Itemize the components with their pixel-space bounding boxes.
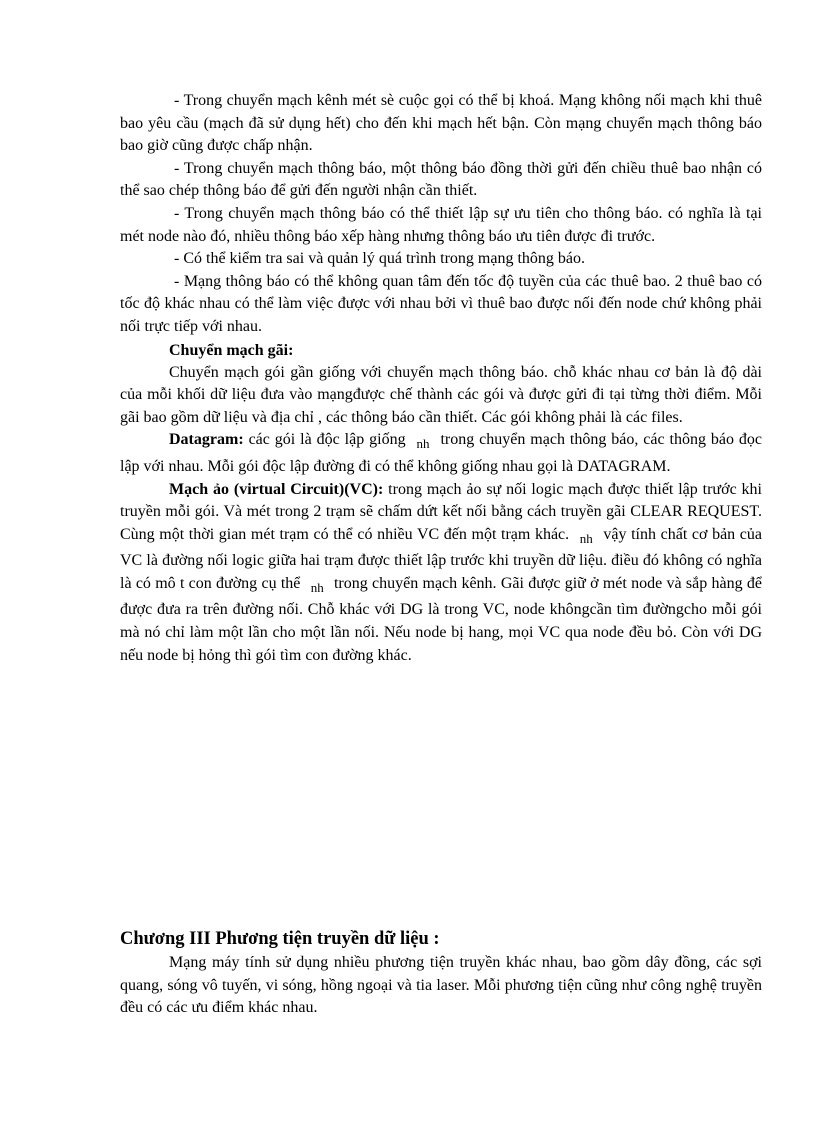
vc-text-1: trong mạch ảo sự nối logic mạch được thiết lập trước khi truyền mỗi gói. Và mét trong 2 trạm sẽ chấm dứt kết nối bằng cách truyền gãi CLEAR REQUEST. Cùng một thời gian mét trạm có thể có nhiều VC đến một trạm khác. [120,480,762,543]
chapter-title: Chương III Phương tiện truyền dữ liệu : [120,929,440,949]
packet-switching-heading: Chuyển mạch gãi: [169,341,294,359]
datagram-paragraph [120,429,762,478]
vc-term-1: Mạch ảo ( [169,480,240,498]
virtual-circuit-paragraph [120,479,762,668]
vc-text-2: vậy tính chất cơ bản của VC là đường nối logic giữa hai trạm được thiết lập trước khi truyền dữ liệu. điều đó không có nghĩa là có mô t con đường cụ thể [120,525,762,592]
vc-text-3: trong chuyển mạch kênh. Gãi được giữ ở mét node và sắp hàng để được đưa ra trên đường nối. Chỗ khác với DG là trong VC, node khôngcần tìm đườngcho mỗi gói mà nó chỉ làm một lần cho một lần nối. Nếu node bị hang, mọi VC qua node đều bỏ. Còn với DG nếu node bị hỏng thì gói tìm con đường khác. [120,574,763,664]
chapter-paragraph: Mạng máy tính sử dụng nhiều phương tiện truyền khác nhau, bao gồm dây đồng, các sợi quang, sóng vô tuyến, vi sóng, hồng ngoại và tia laser. Mỗi phương tiện cũng như công nghệ truyền đều có các ưu điểm khác nhau. [120,954,762,1017]
chapter-section [120,952,762,1020]
paragraph-speed: - Mạng thông báo có thể không quan tâm đến tốc độ tuyền của các thuê bao. 2 thuê bao có tốc độ khác nhau có thể làm việc được với nhau bởi vì thuê bao được nối đến node chứ không phải nối trực tiếp với nhau. [120,272,762,335]
vc-term-3: )(VC): [338,480,384,498]
vc-term-2: virtual Circuit [239,480,339,498]
datagram-term: Datagram: [169,431,244,449]
paragraph-broadcast: - Trong chuyển mạch thông báo, một thông báo đồng thời gửi đến chiều thuê bao nhận có thể sao chép thông báo để gửi đến người nhận cần thiết. [120,159,762,200]
datagram-nh: nh [416,436,430,452]
datagram-text-2: trong chuyển mạch thông báo, các thông báo đọc lập với nhau. Mỗi gói độc lập đường đi có thể không giống nhau gọi là DATAGRAM. [120,431,763,475]
vc-nh-2: nh [310,579,324,595]
paragraph-error-check: - Có thể kiểm tra sai và quản lý quá trình trong mạng thông báo. [174,250,586,268]
datagram-text-1: các gói là độc lập giống [243,431,411,449]
page-body [120,90,762,667]
paragraph-priority: - Trong chuyển mạch thông báo có thể thiết lập sự ưu tiên cho thông báo. có nghĩa là tại mét node nào đó, nhiều thông báo xếp hàng nhưng thông báo ưu tiên được đi trước. [120,204,762,245]
packet-switching-paragraph: Chuyển mạch gói gần giống với chuyển mạch thông báo. chỗ khác nhau cơ bản là độ dài của mỗi khối dữ liệu đưa vào mạngđược chế thành các gói và được gửi đi tại từng thời điểm. Mỗi gãi bao gồm dữ liệu và địa chỉ , các thông báo cần thiết. Các gói không phải là các files. [120,363,762,426]
paragraph-call-blocking: - Trong chuyển mạch kênh mét sè cuộc gọi có thể bị khoá. Mạng không nối mạch khi thuê bao yêu cầu (mạch đã sử dụng hết) cho đến khi mạch hết bận. Còn mạng chuyển mạch thông báo bao giờ cũng được chấp nhận. [120,92,762,155]
vc-nh-1: nh [579,530,593,546]
